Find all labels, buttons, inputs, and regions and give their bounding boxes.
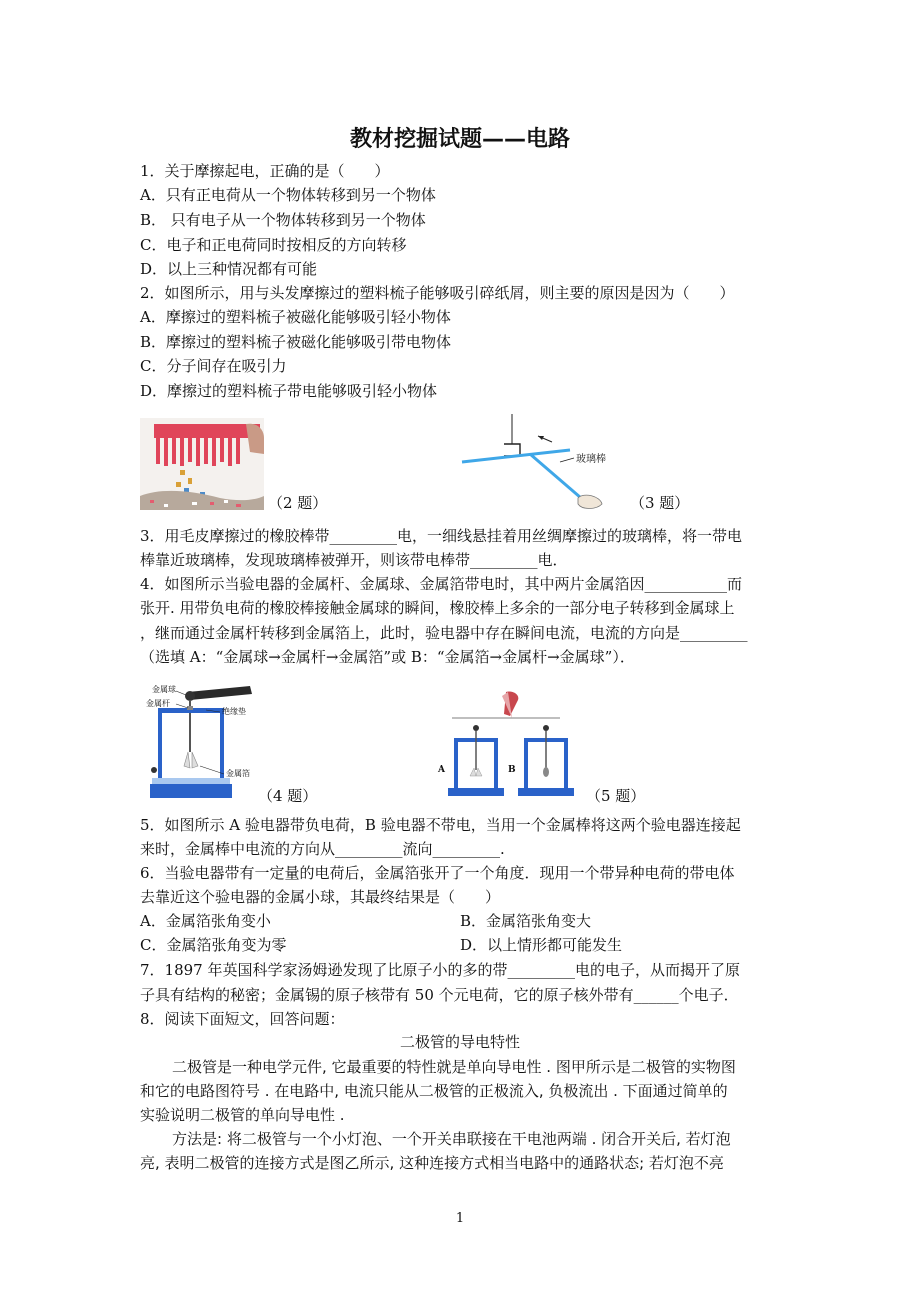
- glass-rod-figure: [460, 412, 630, 512]
- metal-ball-label: 金属球: [152, 685, 176, 694]
- q6-option-c: C．金属箔张角变为零: [140, 936, 287, 954]
- question-8: 8．阅读下面短文，回答问题：: [140, 1010, 345, 1028]
- q1-option-c: C．电子和正电荷同时按相反的方向转移: [140, 236, 407, 254]
- q2-option-c: C．分子间存在吸引力: [140, 357, 287, 375]
- question-4-line-2: 张开. 用带负电荷的橡胶棒接触金属球的瞬间，橡胶棒上多余的一部分电子转移到金属球上: [140, 599, 735, 617]
- electroscope-a-label: A: [438, 765, 445, 775]
- metal-rod-label: 金属杆: [146, 699, 170, 708]
- question-1: 1．关于摩擦起电，正确的是（ ）: [140, 162, 390, 180]
- q2-option-a: A．摩擦过的塑料梳子被磁化能够吸引轻小物体: [140, 308, 451, 326]
- question-6-line-1: 6．当验电器带有一定量的电荷后，金属箔张开了一个角度．现用一个带异种电荷的带电体: [140, 864, 735, 882]
- two-electroscopes-figure: [432, 688, 582, 800]
- q6-option-a: A．金属箔张角变小: [140, 912, 271, 930]
- q6-option-d: D．以上情形都可能发生: [460, 936, 623, 954]
- question-6-line-2: 去靠近这个验电器的金属小球，其最终结果是（ ）: [140, 888, 501, 906]
- passage-line-3: 实验说明二极管的单向导电性 .: [140, 1106, 345, 1124]
- q2-option-b: B．摩擦过的塑料梳子被磁化能够吸引带电物体: [140, 333, 452, 351]
- page-title: 教材挖掘试题——电路: [349, 127, 570, 152]
- passage-line-5: 亮, 表明二极管的连接方式是图乙所示, 这种连接方式相当电路中的通路状态; 若灯泡不亮: [140, 1154, 724, 1172]
- page-number: 1: [455, 1211, 465, 1226]
- electroscope-b-label: B: [508, 765, 516, 775]
- question-5-line-1: 5．如图所示 A 验电器带负电荷，B 验电器不带电，当用一个金属棒将这两个验电器连接起: [140, 816, 741, 834]
- passage-line-2: 和它的电路图符号 . 在电路中, 电流只能从二极管的正极流入, 负极流出 . 下面通过简单的: [140, 1082, 728, 1100]
- question-4-line-3: ，继而通过金属杆转移到金属箔上，此时，验电器中存在瞬间电流，电流的方向是_________: [140, 624, 748, 642]
- q1-option-d: D．以上三种情况都有可能: [140, 260, 318, 278]
- passage-title: 二极管的导电特性: [399, 1033, 520, 1051]
- figure-5-caption: （5 题）: [586, 787, 646, 805]
- comb-figure: [140, 418, 264, 510]
- q6-option-b: B．金属箔张角变大: [460, 912, 592, 930]
- q2-option-d: D．摩擦过的塑料梳子带电能够吸引轻小物体: [140, 382, 438, 400]
- insulator-pad-label: 绝缘垫: [222, 707, 246, 716]
- metal-foil-label: 金属箔: [226, 769, 250, 778]
- electroscope-figure: [140, 682, 258, 802]
- question-2: 2．如图所示，用与头发摩擦过的塑料梳子能够吸引碎纸屑，则主要的原因是因为（ ）: [140, 284, 735, 302]
- passage-line-4: 方法是: 将二极管与一个小灯泡、一个开关串联接在干电池两端 . 闭合开关后, 若灯泡: [172, 1130, 731, 1148]
- question-7-line-1: 7．1897 年英国科学家汤姆逊发现了比原子小的多的带_________电的电子，从而揭开了原: [140, 961, 740, 979]
- figure-3-caption: （3 题）: [630, 494, 690, 512]
- passage-line-1: 二极管是一种电学元件, 它最重要的特性就是单向导电性 . 图甲所示是二极管的实物图: [172, 1058, 736, 1076]
- figure-4-caption: （4 题）: [258, 787, 318, 805]
- figure-2-caption: （2 题）: [268, 494, 328, 512]
- question-4-line-1: 4．如图所示当验电器的金属杆、金属球、金属箔带电时，其中两片金属箔因___________而: [140, 575, 743, 593]
- question-3-line-1: 3．用毛皮摩擦过的橡胶棒带_________电，一细线悬挂着用丝绸摩擦过的玻璃棒，将一带电: [140, 527, 743, 545]
- q1-option-a: A．只有正电荷从一个物体转移到另一个物体: [140, 186, 436, 204]
- glass-rod-label: 玻璃棒: [576, 454, 606, 465]
- q1-option-b: B． 只有电子从一个物体转移到另一个物体: [140, 211, 426, 229]
- question-4-line-4: （选填 A：“金属球→金属杆→金属箔”或 B：“金属箔→金属杆→金属球”）．: [140, 648, 635, 666]
- question-5-line-2: 来时，金属棒中电流的方向从_________流向_________.: [140, 840, 505, 858]
- question-7-line-2: 子具有结构的秘密；金属锡的原子核带有 50 个元电荷，它的原子核外带有______个电子．: [140, 986, 739, 1004]
- question-3-line-2: 棒靠近玻璃棒，发现玻璃棒被弹开，则该带电棒带_________电．: [140, 551, 568, 569]
